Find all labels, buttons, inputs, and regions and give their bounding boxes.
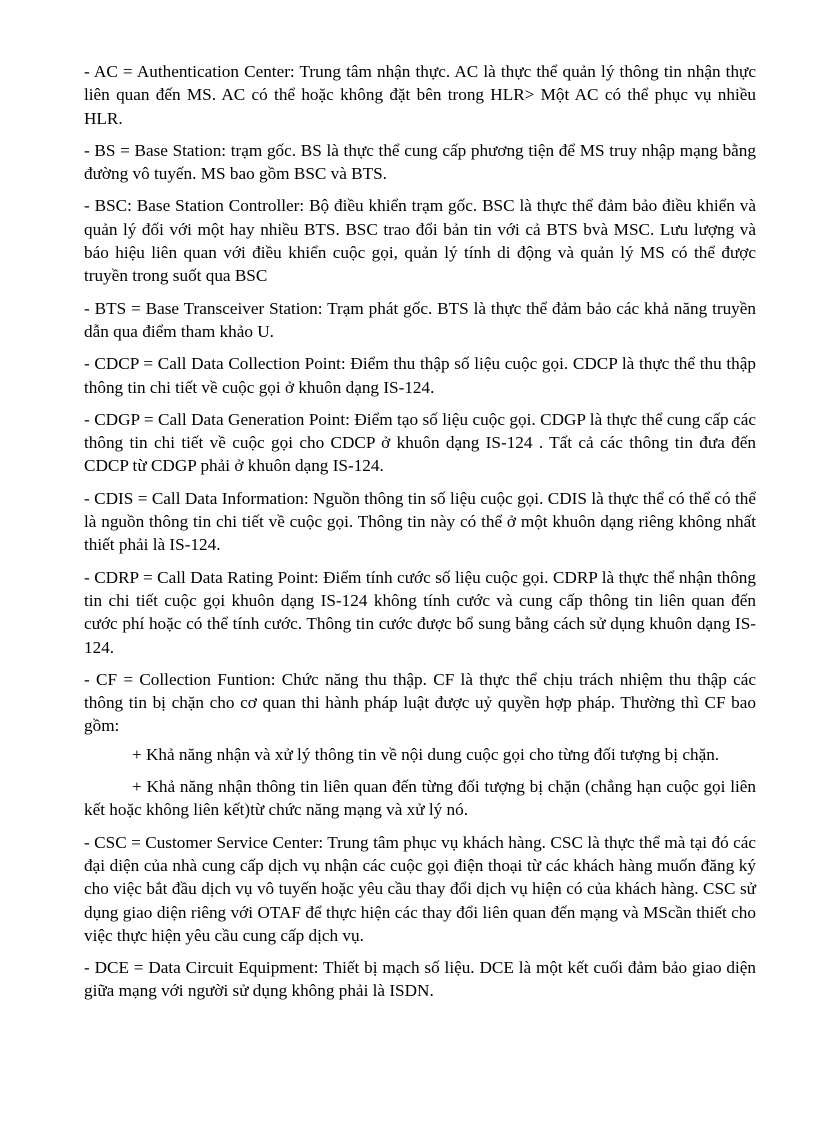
paragraph-ac: - AC = Authentication Center: Trung tâm nhận thực. AC là thực thể quản lý thông tin nhận thực liên quan đến MS. AC có thể hoặc không đặt bên trong HLR> Một AC có thể phục vụ nhiều HLR. bbox=[84, 62, 756, 128]
paragraph-cf: - CF = Collection Funtion: Chức năng thu thập. CF là thực thể chịu trách nhiệm thu thập các thông tin bị chặn cho cơ quan thi hành pháp luật được uỷ quyền hợp pháp. Thường thì CF bao gồm: bbox=[84, 669, 756, 736]
paragraph-cdis: - CDIS = Call Data Information: Nguồn thông tin số liệu cuộc gọi. CDIS là thực thể có thể có thể là nguồn thông tin chi tiết về cuộc gọi. Thông tin này có thể ở một khuôn dạng riêng không nhất thiết phải là IS-124. bbox=[84, 488, 756, 555]
paragraph-cdcp: - CDCP = Call Data Collection Point: Điểm thu thập số liệu cuộc gọi. CDCP là thực thể thu thập thông tin chi tiết về cuộc gọi ở khuôn dạng IS-124. bbox=[84, 354, 756, 397]
paragraph-bts: - BTS = Base Transceiver Station: Trạm phát gốc. BTS là thực thể đảm bảo các khả năng truyền dẫn qua điểm tham khảo U. bbox=[84, 298, 756, 341]
paragraph-dce: - DCE = Data Circuit Equipment: Thiết bị mạch số liệu. DCE là một kết cuối đảm bảo giao diện giữa mạng với người sử dụng không phải là ISDN. bbox=[84, 958, 756, 1001]
paragraph-cdgp: - CDGP = Call Data Generation Point: Điểm tạo số liệu cuộc gọi. CDGP là thực thể cung cấp các thông tin chi tiết về cuộc gọi cho CDCP ở khuôn dạng IS-124 . Tất cả các thông tin đưa đến CDCP từ CDGP phải ở khuôn dạng IS-124. bbox=[84, 409, 756, 476]
paragraph-csc: - CSC = Customer Service Center: Trung tâm phục vụ khách hàng. CSC là thực thể mà tại đó các đại diện của nhà cung cấp dịch vụ nhận các cuộc gọi điện thoại từ các khách hàng muốn đăng ký cho việc bắt đầu dịch vụ vô tuyến hoặc yêu cầu thay đổi dịch vụ hiện có của khách hàng. CSC sử dụng giao diện riêng với OTAF để thực hiện các thay đổi liên quan đến mạng và MScần thiết cho việc thực hiện yêu cầu cung cấp dịch vụ. bbox=[84, 832, 756, 945]
paragraph-bs: - BS = Base Station: trạm gốc. BS là thực thể cung cấp phương tiện để MS truy nhập mạng bằng đường vô tuyến. MS bao gồm BSC và BTS. bbox=[84, 140, 756, 184]
document-page bbox=[84, 60, 756, 1012]
paragraph-bsc: - BSC: Base Station Controller: Bộ điều khiển trạm gốc. BSC là thực thể đảm bảo điều khiển và quản lý đối với một hay nhiều BTS. BSC trao đổi bản tin với cả BTS bvà MSC. Lưu lượng và báo hiệu liên quan với điều khiển cuộc gọi, quản lý tính di động và quản lý MS có thể được truyền trong suốt qua BSC bbox=[84, 196, 756, 286]
paragraph-cf-sub-item: + Khả năng nhận và xử lý thông tin về nội dung cuộc gọi cho từng đối tượng bị chặn. bbox=[132, 744, 720, 764]
paragraph-cdrp: - CDRP = Call Data Rating Point: Điểm tính cước số liệu cuộc gọi. CDRP là thực thể nhận thông tin chi tiết cuộc gọi khuôn dạng IS-124 không tính cước và cung cấp thông tin liên quan đến cước phí hoặc có thể tính cước. Thông tin cước được bổ sung bằng cách sử dụng khuôn dạng IS-124. bbox=[84, 567, 756, 657]
paragraph-cf-sub-item: + Khả năng nhận thông tin liên quan đến từng đối tượng bị chặn (chẳng hạn cuộc gọi liên kết hoặc không liên kết)từ chức năng mạng và xử lý nó. bbox=[84, 777, 756, 820]
